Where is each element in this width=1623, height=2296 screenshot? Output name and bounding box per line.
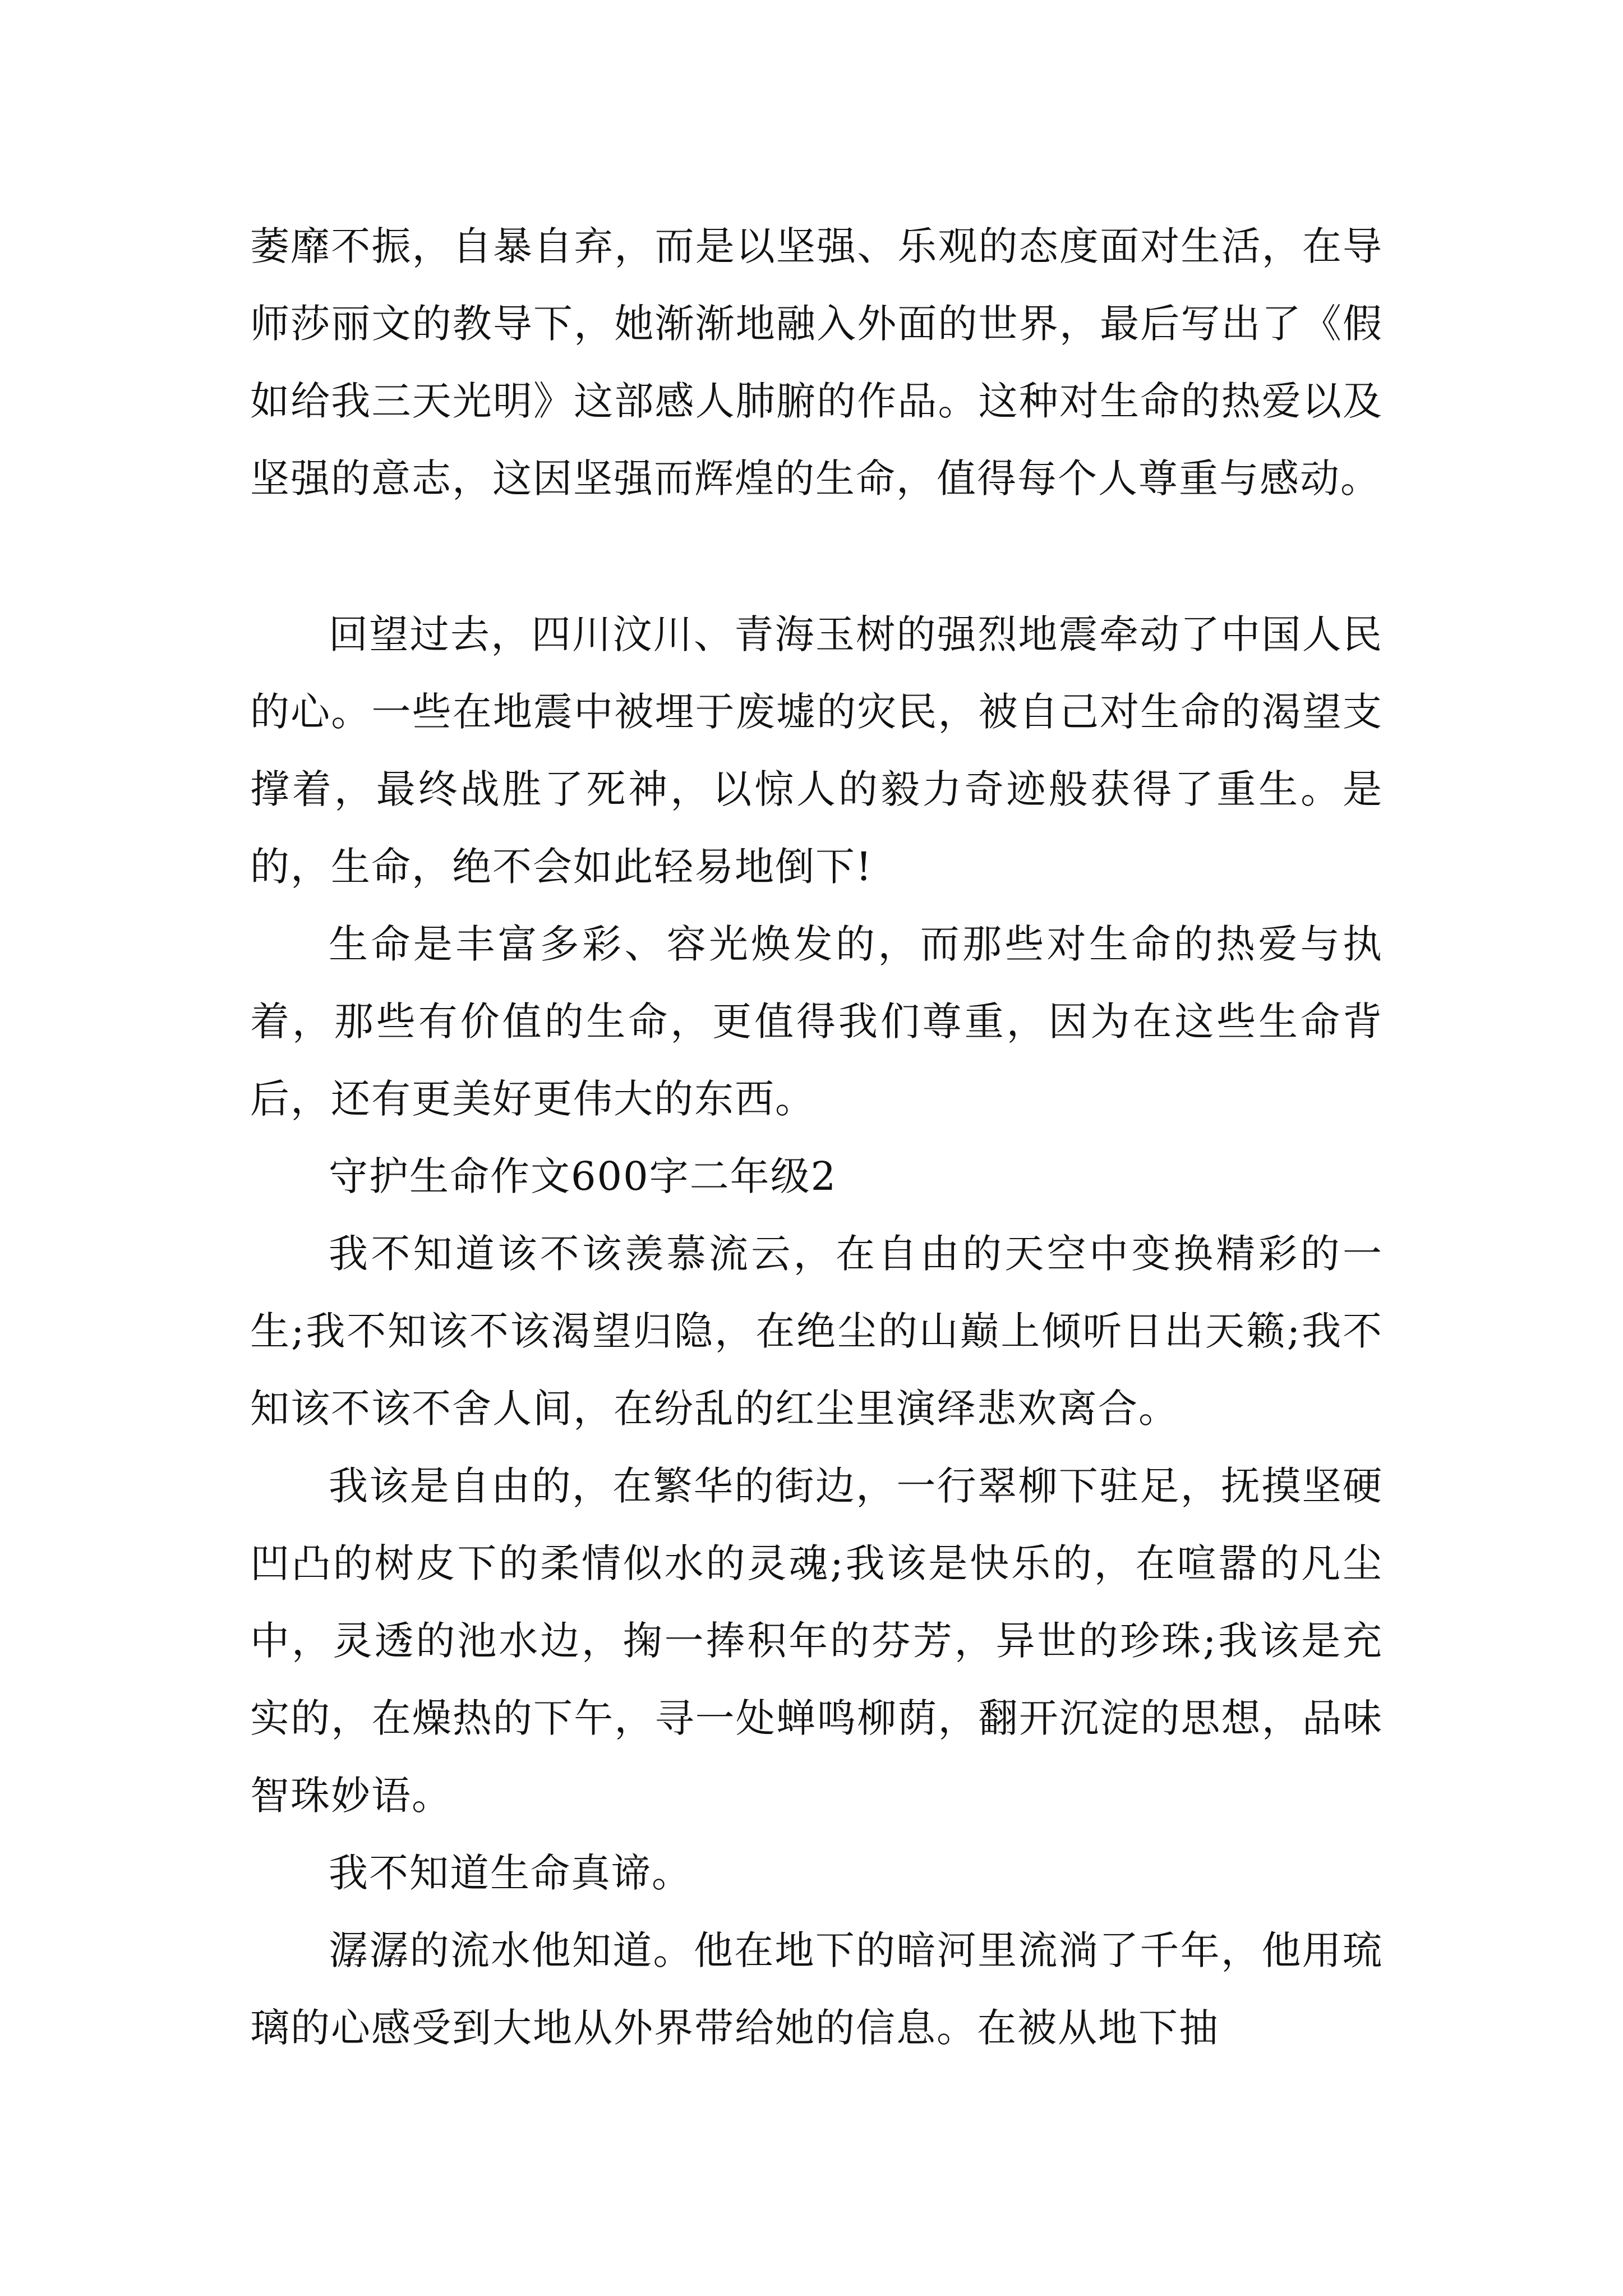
paragraph-6: 我不知道生命真谛。 — [329, 1850, 692, 1896]
paragraph-4: 我不知道该不该羡慕流云，在自由的天空中变换精彩的一生;我不知该不该渴望归隐，在绝尘的山巅上倾听日出天籁;我不知该不该不舍人间，在纷乱的红尘里演绎悲欢离合。 — [250, 1231, 1383, 1432]
paragraph-5: 我该是自由的，在繁华的街边，一行翠柳下驻足，抚摸坚硬凹凸的树皮下的柔情似水的灵魂;我该是快乐的，在喧嚣的凡尘中，灵透的池水边，掬一捧积年的芬芳，异世的珍珠;我该是充实的，在燥热的下午，寻一处蝉鸣柳荫，翻开沉淀的思想，品味智珠妙语。 — [250, 1463, 1383, 1819]
paragraph-3: 生命是丰富多彩、容光焕发的，而那些对生命的热爱与执着，那些有价值的生命，更值得我们尊重，因为在这些生命背后，还有更美好更伟大的东西。 — [250, 921, 1383, 1122]
section-heading: 守护生命作文600字二年级2 — [329, 1153, 837, 1199]
paragraph-7: 潺潺的流水他知道。他在地下的暗河里流淌了千年，他用琉璃的心感受到大地从外界带给她的信息。在被从地下抽 — [250, 1927, 1383, 2051]
paragraph-2: 回望过去，四川汶川、青海玉树的强烈地震牵动了中国人民的心。一些在地震中被埋于废墟的灾民，被自己对生命的渴望支撑着，最终战胜了死神，以惊人的毅力奇迹般获得了重生。是的，生命，绝不会如此轻易地倒下! — [250, 611, 1383, 890]
paragraph-1: 萎靡不振，自暴自弃，而是以坚强、乐观的态度面对生活，在导师莎丽文的教导下，她渐渐地融入外面的世界，最后写出了《假如给我三天光明》这部感人肺腑的作品。这种对生命的热爱以及坚强的意志，这因坚强而辉煌的生命，值得每个人尊重与感动。 — [250, 223, 1383, 501]
